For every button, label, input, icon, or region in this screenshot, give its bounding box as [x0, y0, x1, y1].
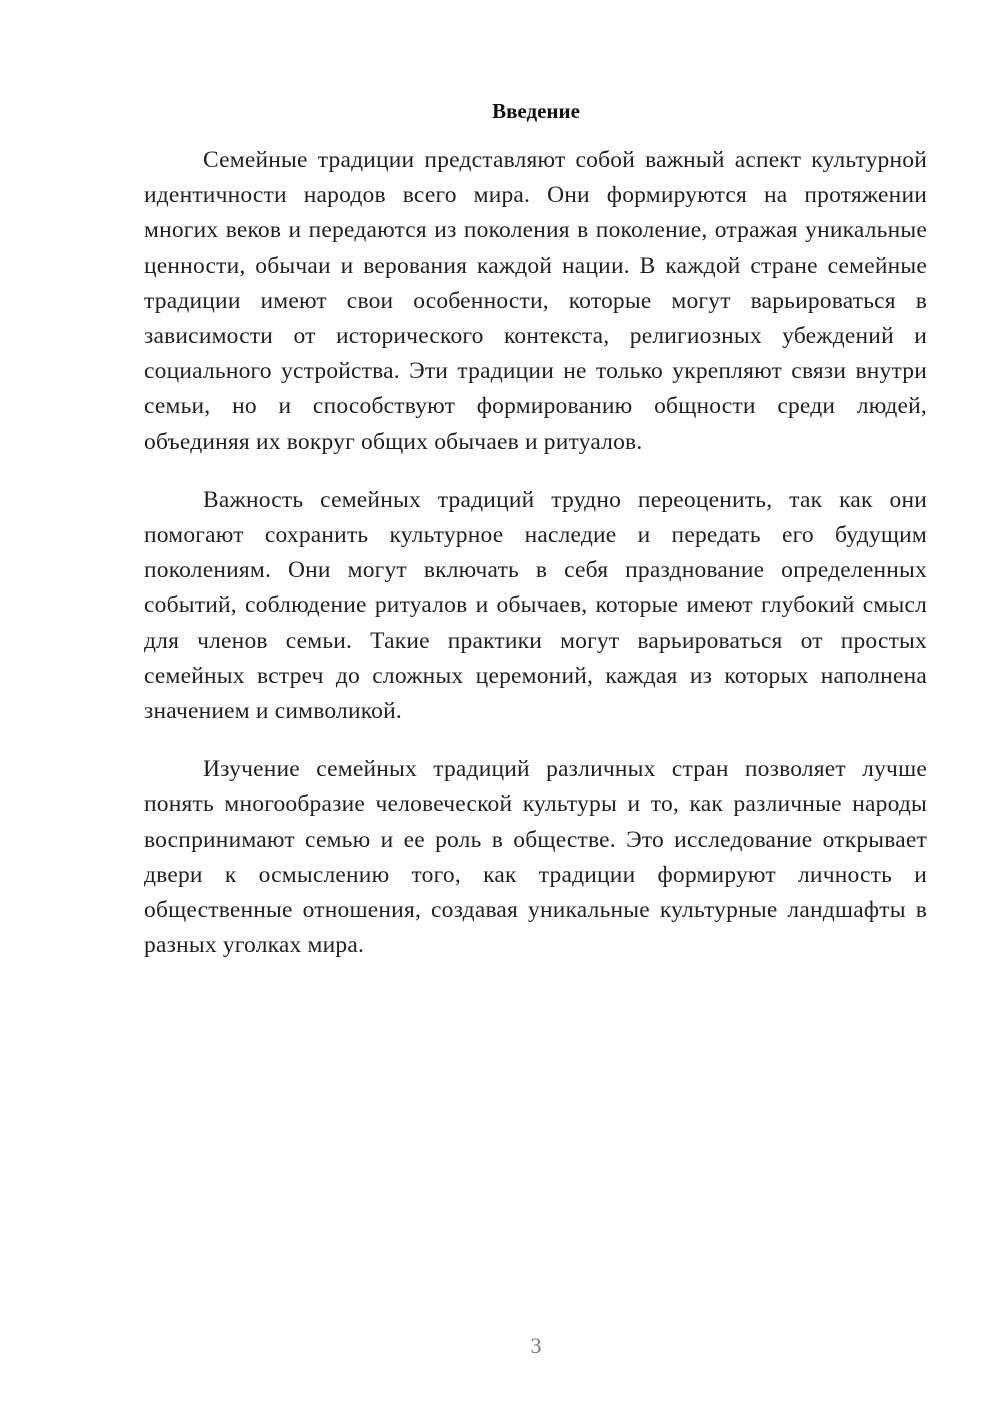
page-number: 3 — [530, 1333, 542, 1358]
paragraph-1: Семейные традиции представляют собой важный аспект культурной идентичности народов всего мира. Они формируются на протяжении многих веков и передаются из поколения в поколение, отражая уникальные ценности, обычаи и верования каждой нации. В каждой стране семейные традиции имеют свои особенности, которые могут варьироваться в зависимости от исторического контекста, религиозных убеждений и социального устройства. Эти традиции не только укрепляют связи внутри семьи, но и способствуют формированию общности среди людей, объединяя их вокруг общих обычаев и ритуалов. — [144, 147, 927, 455]
section-title: Введение — [492, 99, 580, 123]
paragraph-2: Важность семейных традиций трудно переоценить, так как они помогают сохранить культурное наследие и передать его будущим поколениям. Они могут включать в себя празднование определенных событий, соблюдение ритуалов и обычаев, которые имеют глубокий смысл для членов семьи. Такие практики могут варьироваться от простых семейных встреч до сложных церемоний, каждая из которых наполнена значением и символикой. — [144, 486, 927, 725]
body-text — [144, 143, 927, 986]
paragraph-3: Изучение семейных традиций различных стран позволяет лучше понять многообразие человеческой культуры и то, как различные народы воспринимают семью и ее роль в обществе. Это исследование открывает двери к осмыслению того, как традиции формируют личность и общественные отношения, создавая уникальные культурные ландшафты в разных уголках мира. — [144, 756, 927, 959]
